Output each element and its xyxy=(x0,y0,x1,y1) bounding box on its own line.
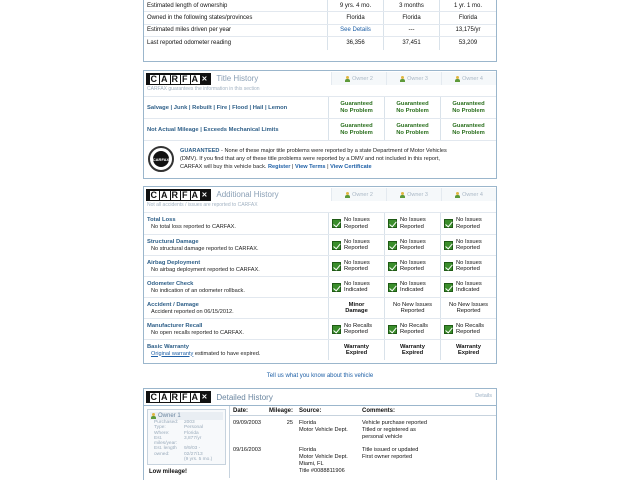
owner-headers xyxy=(331,72,496,85)
history-row-label: Basic Warranty xyxy=(147,343,189,350)
status-cell: No Issues Reported xyxy=(440,235,496,255)
check-icon xyxy=(388,241,397,250)
history-row-label: Structural Damage xyxy=(147,238,199,245)
ownership-value: 37,451 xyxy=(384,37,440,49)
ownership-label: Last reported odometer reading xyxy=(144,37,328,49)
status-cell: No Recalls Reported xyxy=(440,319,496,339)
col-comments: Comments: xyxy=(362,407,396,414)
ownership-label: Estimated length of ownership xyxy=(144,0,328,11)
section-title: Title History xyxy=(216,74,259,83)
history-row-odometer xyxy=(144,276,496,297)
guarantee-text: GUARANTEED - None of these major title problems were reported by a state Department of Motor Vehicles (DMV). If you find that any of these title problems were reported by a DMV and not included in this report, CARFAX will buy this vehicle back. Register | View Terms | View Certificate xyxy=(180,148,447,170)
guarantee-badge-icon: CARFAX xyxy=(148,146,174,172)
owner-header: Owner 2 xyxy=(331,72,386,85)
record-row: 09/09/2003 25 Florida Motor Vehicle Dept. Vehicle purchase reported Titled or registered as personal vehicle xyxy=(233,420,427,440)
additional-history-section xyxy=(143,186,497,364)
carfax-logo: C A R F A ✕ xyxy=(146,391,211,403)
view-certificate-link[interactable]: View Certificate xyxy=(330,164,372,170)
original-warranty-link[interactable]: Original warranty xyxy=(151,350,194,357)
ownership-value: 13,175/yr xyxy=(455,27,481,34)
status-cell: Warranty Expired xyxy=(328,340,384,360)
status-cell: No Issues Reported xyxy=(384,256,440,276)
status-cell: No Issues Reported xyxy=(328,235,384,255)
col-date: Date: xyxy=(233,407,249,414)
ownership-label: Estimated miles driven per year xyxy=(144,25,328,36)
ownership-row xyxy=(144,0,496,12)
check-icon xyxy=(332,241,341,250)
owner-header: Owner 4 xyxy=(441,72,496,85)
status-cell: No Issues Reported xyxy=(328,256,384,276)
ownership-row xyxy=(144,12,496,24)
records-header xyxy=(230,406,496,416)
person-icon xyxy=(400,192,405,198)
status-cell: No Issues Reported xyxy=(384,213,440,234)
check-icon xyxy=(444,283,453,292)
check-icon xyxy=(388,325,397,334)
carfax-logo: C A R F A ✕ xyxy=(146,189,211,201)
ownership-label: Owned in the following states/provinces xyxy=(144,12,328,23)
details-link[interactable]: Details xyxy=(475,393,492,399)
check-icon xyxy=(332,262,341,271)
history-row-desc: No open recalls reported to CARFAX. xyxy=(151,329,244,336)
history-row-desc: estimated to have expired. xyxy=(193,350,261,357)
check-icon xyxy=(388,283,397,292)
history-row-label: Accident / Damage xyxy=(147,301,199,308)
ownership-value: 3 months xyxy=(384,0,440,11)
history-row-label: Manufacturer Recall xyxy=(147,322,203,329)
history-records-table xyxy=(229,406,496,478)
ownership-table xyxy=(143,0,497,62)
status-cell: No Issues Reported xyxy=(384,235,440,255)
section-subtitle: Not all accidents / issues are reported to CARFAX xyxy=(147,202,258,208)
check-icon xyxy=(332,219,341,228)
check-icon xyxy=(444,325,453,334)
check-icon xyxy=(444,262,453,271)
ownership-row xyxy=(144,37,496,49)
owner-summary-box: Owner 1 Purchased: 2003 Type: Personal Where: Florida Est. miles/year: 3,877/yr Est. length 9/9/03 - owned: 02/27/13 (9 yrs. 5 mo.) Low mileage! xyxy=(144,406,229,478)
low-mileage-note: Low mileage! xyxy=(149,469,188,475)
history-row-desc: No indication of an odometer rollback. xyxy=(151,287,245,294)
history-row-warranty xyxy=(144,339,496,360)
section-subtitle: CARFAX guarantees the information in this section xyxy=(147,86,260,92)
status-cell: Warranty Expired xyxy=(440,340,496,360)
ownership-value: 53,209 xyxy=(458,40,478,47)
history-row-desc: Accident reported on 06/15/2012. xyxy=(151,308,234,315)
history-row-desc: No total loss reported to CARFAX. xyxy=(151,224,236,230)
history-row-desc: No structural damage reported to CARFAX. xyxy=(151,245,259,252)
owner-header: Owner 2 xyxy=(331,188,386,201)
col-mileage: Mileage: xyxy=(268,407,293,414)
history-row-total-loss xyxy=(144,212,496,234)
history-row-structural xyxy=(144,234,496,255)
history-row-label: Airbag Deployment xyxy=(147,259,201,266)
title-row xyxy=(144,96,496,118)
ownership-value: 9 yrs. 4 mo. xyxy=(328,0,384,11)
person-icon xyxy=(400,76,405,82)
owner-header: Owner 3 xyxy=(386,72,441,85)
buyback-guarantee xyxy=(144,140,496,177)
status-cell: No Issues Reported xyxy=(440,213,496,234)
record-row: 09/16/2003 Florida Motor Vehicle Dept. Miami, FL Title #0088811906 Title issued or updated First owner reported xyxy=(233,447,419,474)
view-terms-link[interactable]: View Terms xyxy=(294,164,326,170)
owner-headers xyxy=(331,188,496,201)
detailed-history-header xyxy=(144,389,496,406)
ownership-value: --- xyxy=(384,25,440,36)
ownership-value: Florida xyxy=(458,15,478,22)
status-cell: No Issues Reported xyxy=(440,256,496,276)
history-row-desc: No airbag deployment reported to CARFAX. xyxy=(151,266,260,273)
ownership-value: Florida xyxy=(384,12,440,23)
status-cell: No New Issues Reported xyxy=(440,298,496,318)
ownership-row xyxy=(144,25,496,37)
status-cell: Minor Damage xyxy=(328,298,384,318)
tell-us-link[interactable]: Tell us what you know about this vehicle xyxy=(266,373,374,379)
guaranteed-cell: Guaranteed No Problem xyxy=(440,97,496,118)
person-icon xyxy=(455,192,460,198)
check-icon xyxy=(388,262,397,271)
carfax-logo: C A R F A ✕ xyxy=(146,73,211,85)
status-cell: No Issues Indicated xyxy=(328,277,384,297)
guaranteed-cell: Guaranteed No Problem xyxy=(384,119,440,140)
title-row xyxy=(144,118,496,140)
person-icon xyxy=(345,76,350,82)
check-icon xyxy=(444,241,453,250)
status-cell: No Issues Reported xyxy=(328,213,384,234)
person-icon xyxy=(455,76,460,82)
person-icon xyxy=(345,192,350,198)
owner-header: Owner 3 xyxy=(386,188,441,201)
status-cell: No Issues Indicated xyxy=(384,277,440,297)
check-icon xyxy=(444,219,453,228)
additional-history-header xyxy=(144,187,496,208)
check-icon xyxy=(332,325,341,334)
section-title: Detailed History xyxy=(216,392,273,402)
status-cell: No Recalls Reported xyxy=(328,319,384,339)
title-history-section xyxy=(143,70,497,179)
guaranteed-cell: Guaranteed No Problem xyxy=(328,119,384,140)
owner-box-title: Owner 1 xyxy=(150,412,223,420)
history-row-airbag xyxy=(144,255,496,276)
status-cell: No Recalls Reported xyxy=(384,319,440,339)
title-history-header xyxy=(144,71,496,92)
status-cell: Warranty Expired xyxy=(384,340,440,360)
register-link[interactable]: Register xyxy=(268,164,291,170)
history-row-recall xyxy=(144,318,496,339)
detailed-history-section xyxy=(143,388,497,480)
status-cell: No Issues Indicated xyxy=(440,277,496,297)
guaranteed-cell: Guaranteed No Problem xyxy=(440,119,496,140)
col-source: Source: xyxy=(299,407,322,414)
check-icon xyxy=(388,219,397,228)
title-row-label: Salvage | Junk | Rebuilt | Fire | Flood | Hail | Lemon xyxy=(147,104,288,111)
status-cell: No New Issues Reported xyxy=(384,298,440,318)
ownership-value: 1 yr. 1 mo. xyxy=(454,2,483,9)
section-title: Additional History xyxy=(216,190,279,199)
person-icon xyxy=(151,413,156,419)
guaranteed-cell: Guaranteed No Problem xyxy=(384,97,440,118)
title-row-label: Not Actual Mileage | Exceeds Mechanical Limits xyxy=(147,126,279,133)
check-icon xyxy=(332,283,341,292)
see-details-link[interactable]: See Details xyxy=(328,25,384,36)
ownership-value: 36,356 xyxy=(328,37,384,49)
history-row-label: Total Loss xyxy=(147,217,176,223)
owner-header: Owner 4 xyxy=(441,188,496,201)
history-row-accident xyxy=(144,297,496,318)
history-row-label: Odometer Check xyxy=(147,280,194,287)
guaranteed-cell: Guaranteed No Problem xyxy=(328,97,384,118)
ownership-value: Florida xyxy=(328,12,384,23)
